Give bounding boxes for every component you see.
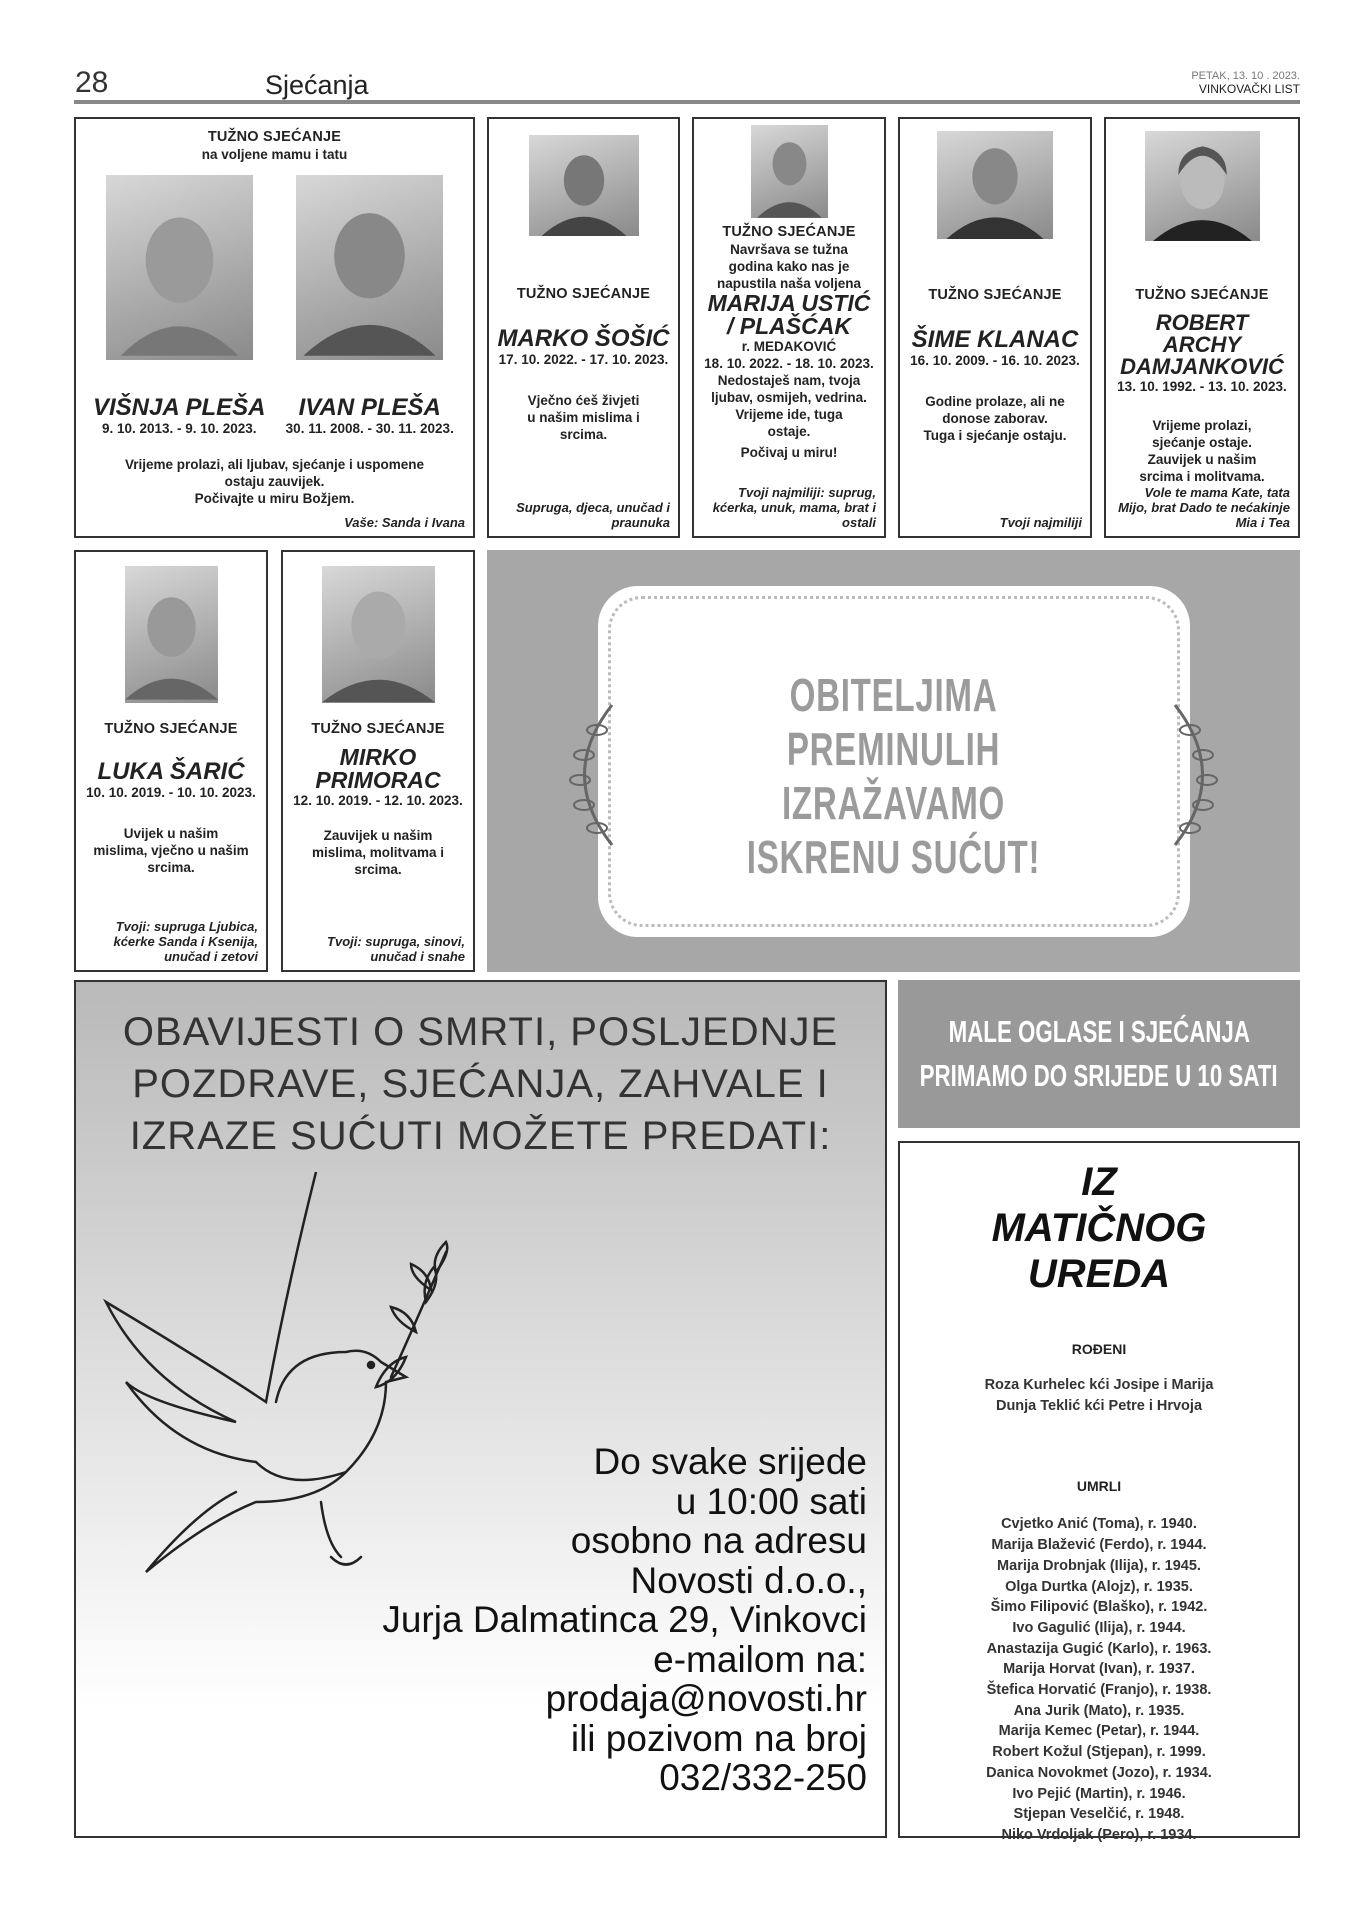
portrait-photo (106, 175, 253, 360)
banner-line: PRIMAMO DO SRIJEDE U 10 SATI (920, 1058, 1279, 1093)
died-entry: Marija Blažević (Ferdo), r. 1944. (991, 1537, 1207, 1554)
life-dates: 9. 10. 2013. - 9. 10. 2023. (101, 421, 257, 436)
sympathy-message (601, 668, 1186, 884)
masthead (1191, 70, 1300, 96)
page-number: 28 (75, 66, 109, 99)
deceased-name: MIRKO PRIMORAC (315, 744, 441, 793)
deceased-name: ŠIME KLANAC (911, 326, 1079, 353)
life-dates: 16. 10. 2009. - 16. 10. 2023. (910, 353, 1080, 368)
registry-office-box (898, 1141, 1300, 1843)
died-entry: Marija Horvat (Ivan), r. 1937. (1003, 1661, 1195, 1678)
deceased-name: ROBERT ARCHY DAMJANKOVIĆ (1120, 310, 1284, 379)
born-entry: Dunja Teklić kći Petre i Hrvoja (995, 1397, 1203, 1414)
notice-heading: TUŽNO SJEĆANJE (311, 721, 445, 737)
died-entry: Stjepan Veselčić, r. 1948. (1013, 1806, 1185, 1823)
life-dates: 10. 10. 2019. - 10. 10. 2023. (86, 785, 256, 800)
notice-signature: Tvoji: supruga Ljubica, kćerke Sanda i Ksenija, unučad i zetovi (113, 919, 258, 964)
notice-intro: Navršava se tužna godina kako nas je napustila naša voljena (716, 242, 862, 291)
submission-title (76, 1006, 885, 1162)
notice-saric (74, 550, 268, 972)
issue-date: PETAK, 13. 10 . 2023. (1191, 70, 1300, 82)
notice-message: Vrijeme prolazi, sjećanje ostaje. Zauvijek u našim srcima i molitvama. (1139, 418, 1265, 484)
notice-heading: TUŽNO SJEĆANJE (928, 287, 1062, 303)
portrait-photo (296, 175, 443, 360)
notice-message: Uvijek u našim mislima, vječno u našim srcima. (93, 826, 249, 875)
portrait-photo (125, 566, 218, 703)
section-title: Sjećanja (265, 70, 369, 100)
deceased-name: VIŠNJA PLEŠA (93, 394, 266, 421)
born-heading: ROĐENI (1071, 1341, 1127, 1357)
notice-heading: TUŽNO SJEĆANJE (516, 286, 651, 302)
notice-signature: Tvoji: supruga, sinovi, unučad i snahe (327, 934, 465, 964)
notice-klanac (898, 117, 1092, 538)
notice-signature: Supruga, djeca, unučad i praunuka (516, 500, 670, 530)
died-entry: Anastazija Gugić (Karlo), r. 1963. (986, 1640, 1212, 1657)
portrait-photo (1145, 131, 1260, 241)
banner-line: MALE OGLASE I SJEĆANJA (948, 1014, 1250, 1049)
maiden-name: r. MEDAKOVIĆ (741, 339, 837, 354)
notice-message: Vječno ćeš živjeti u našim mislima i srcima. (527, 393, 640, 442)
sympathy-panel (487, 550, 1300, 972)
notice-message: Zauvijek u našim mislima, molitvama i srcima. (311, 828, 445, 877)
died-entry: Cvjetko Anić (Toma), r. 1940. (1001, 1516, 1197, 1533)
deceased-name: MARIJA USTIĆ / PLAŠĆAK (707, 290, 871, 339)
died-entry: Robert Kožul (Stjepan), r. 1999. (992, 1744, 1206, 1761)
sympathy-line: IZRAŽAVAMO (781, 777, 1006, 829)
submission-info-panel (74, 980, 887, 1838)
notice-message: Nedostaješ nam, tvoja ljubav, osmijeh, vedrina. Vrijeme ide, tuga ostaje. (711, 373, 867, 439)
notice-message: Vrijeme prolazi, ali ljubav, sjećanje i uspomene ostaju zauvijek. Počivajte u miru Božjem. (124, 457, 425, 506)
notice-signature: Tvoji najmiliji (999, 515, 1082, 530)
life-dates: 12. 10. 2019. - 12. 10. 2023. (293, 793, 463, 808)
notice-damjankovic (1104, 117, 1300, 538)
title-line: POZDRAVE, SJEĆANJA, ZAHVALE I (132, 1062, 829, 1106)
portrait-photo (751, 125, 828, 218)
registry-title-text: IZ MATIČNOG UREDA (991, 1160, 1207, 1296)
deadline-banner (898, 980, 1300, 1128)
died-entry: Šimo Filipović (Blaško), r. 1942. (990, 1599, 1208, 1616)
title-line: OBAVIJESTI O SMRTI, POSLJEDNJE (122, 1010, 839, 1054)
died-entry: Danica Novokmet (Jozo), r. 1934. (986, 1764, 1212, 1781)
died-entry: Marija Drobnjak (Ilija), r. 1945. (997, 1557, 1201, 1574)
sympathy-line: PREMINULIH (786, 723, 1001, 775)
notice-closing: Počivaj u miru! (740, 445, 838, 460)
deceased-name: MARKO ŠOŠIĆ (497, 325, 670, 352)
life-dates: 18. 10. 2022. - 18. 10. 2023. (704, 356, 874, 371)
notice-signature: Tvoji najmiliji: suprug, kćerka, unuk, mama, brat i ostali (712, 485, 876, 530)
notice-plesa (74, 117, 475, 538)
born-list (900, 1375, 1298, 1416)
header-rule (74, 100, 1300, 104)
publication-name: VINKOVAČKI LIST (1198, 82, 1300, 96)
notice-sosic (487, 117, 680, 538)
died-list (900, 1514, 1298, 1845)
notice-ustic (692, 117, 886, 538)
died-entry: Ana Jurik (Mato), r. 1935. (1013, 1702, 1185, 1719)
portrait-photo (322, 566, 435, 703)
died-entry: Štefica Horvatić (Franjo), r. 1938. (986, 1682, 1212, 1699)
title-line: IZRAZE SUĆUTI MOŽETE PREDATI: (129, 1114, 832, 1158)
life-dates: 30. 11. 2008. - 30. 11. 2023. (285, 421, 454, 436)
submission-details: Do svake srijede u 10:00 sati osobno na adresu Novosti d.o.o., Jurja Dalmatinca 29, Vinkovci e-mailom na: prodaja@novosti.hr ili pozivom na broj 032/332-250 (382, 1441, 867, 1798)
died-entry: Niko Vrdoljak (Pero), r. 1934. (1001, 1826, 1197, 1843)
sympathy-line: OBITELJIMA (789, 669, 998, 721)
notice-subheading: na voljene mamu i tatu (201, 147, 348, 162)
life-dates: 17. 10. 2022. - 17. 10. 2023. (498, 352, 669, 367)
died-entry: Olga Durtka (Alojz), r. 1935. (1005, 1578, 1193, 1595)
notice-heading: TUŽNO SJEĆANJE (722, 224, 856, 240)
portrait-photo (529, 135, 639, 236)
notice-primorac (281, 550, 475, 972)
life-dates: 13. 10. 1992. - 13. 10. 2023. (1117, 379, 1287, 394)
died-entry: Marija Kemec (Petar), r. 1944. (998, 1723, 1200, 1740)
portrait-photo (937, 131, 1053, 239)
notice-signature: Vaše: Sanda i Ivana (344, 515, 465, 530)
deceased-name: LUKA ŠARIĆ (97, 758, 245, 785)
notice-message: Godine prolaze, ali ne donose zaborav. Tuga i sjećanje ostaju. (923, 394, 1067, 443)
died-heading: UMRLI (1076, 1478, 1122, 1495)
notice-heading: TUŽNO SJEĆANJE (104, 721, 238, 737)
notice-heading: TUŽNO SJEĆANJE (1135, 287, 1269, 303)
died-entry: Ivo Pejić (Martin), r. 1946. (1012, 1785, 1186, 1802)
sympathy-line: ISKRENU SUĆUT! (746, 831, 1041, 883)
notice-heading: TUŽNO SJEĆANJE (207, 129, 342, 145)
deceased-name: IVAN PLEŠA (298, 394, 441, 421)
registry-title (900, 1159, 1298, 1297)
notice-signature: Vole te mama Kate, tata Mijo, brat Dado te nećakinje Mia i Tea (1118, 485, 1290, 530)
born-entry: Roza Kurhelec kći Josipe i Marija (984, 1377, 1214, 1393)
died-entry: Ivo Gagulić (Ilija), r. 1944. (1012, 1619, 1186, 1636)
